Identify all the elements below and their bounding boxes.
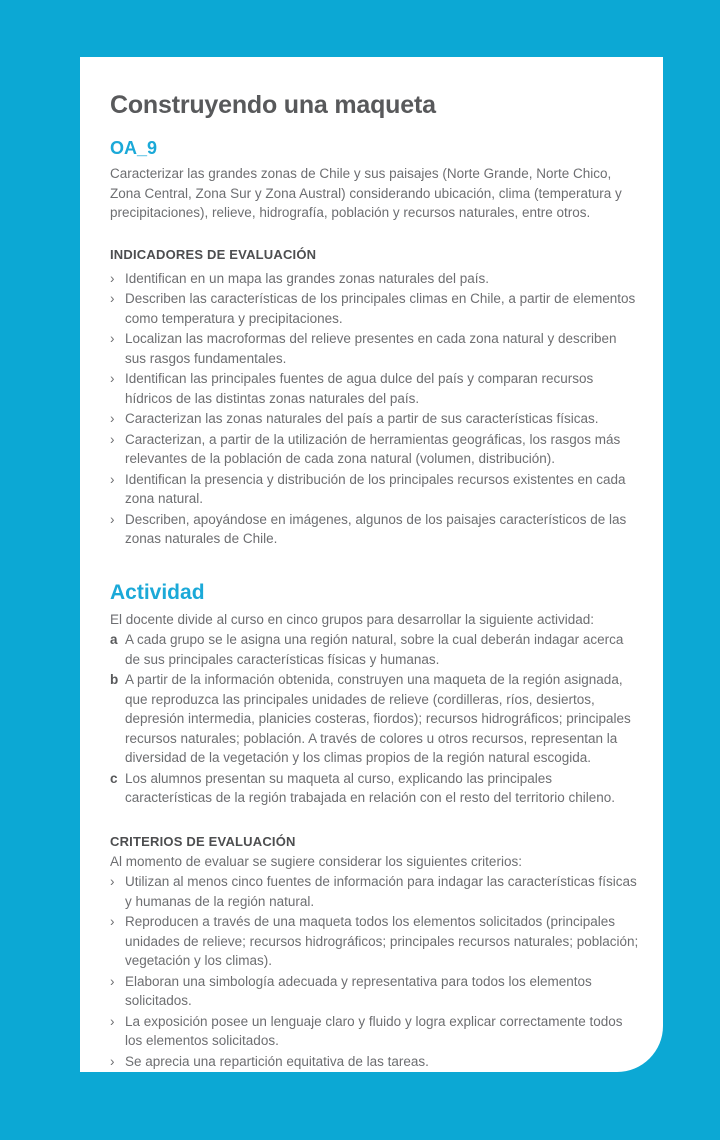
list-item-text: Elaboran una simbología adecuada y representativa para todos los elementos solicitados.	[125, 973, 592, 1008]
chevron-bullet-icon: ›	[110, 471, 115, 487]
chevron-bullet-icon: ›	[110, 431, 115, 447]
step-item	[110, 769, 639, 808]
step-item	[110, 670, 639, 768]
chevron-bullet-icon: ›	[110, 371, 115, 386]
list-item-text: Describen las características de los principales climas en Chile, a partir de elementos como temperatura y precipitaciones.	[125, 291, 636, 326]
indicadores-heading: INDICADORES DE EVALUACIÓN	[110, 246, 317, 262]
indicadores-list	[110, 269, 639, 549]
chevron-bullet-icon: ›	[110, 874, 115, 889]
list-item-text: Localizan las macroformas del relieve presentes en cada zona natural y describen sus rasgos fundamentales.	[125, 331, 617, 366]
list-item	[110, 1052, 639, 1072]
chevron-bullet-icon: ›	[110, 411, 115, 426]
actividad-steps	[110, 630, 639, 808]
list-item-text: Identifican las principales fuentes de agua dulce del país y comparan recursos hídricos de las distintas zonas naturales del país.	[125, 371, 594, 406]
indicadores-section	[110, 247, 639, 549]
list-item	[110, 972, 639, 1011]
list-item-text: Describen, apoyándose en imágenes, algunos de los paisajes característicos de las zonas naturales de Chile.	[125, 511, 627, 546]
list-item	[110, 872, 639, 911]
chevron-bullet-icon: ›	[110, 973, 115, 989]
list-item-text: Identifican la presencia y distribución de los principales recursos existentes en cada zona natural.	[125, 471, 626, 506]
step-text: A partir de la información obtenida, construyen una maqueta de la región asignada, que reproduzca las principales unidades de relieve (cordilleras, ríos, desiertos, depresión intermedia, planicies costeras, fiordos); recursos hidrográficos; principales recursos naturales; población. A través de colores u otros recursos, representan la diversidad de la vegetación y los climas propios de la región natural escogida.	[125, 672, 631, 765]
list-item	[110, 912, 639, 971]
list-item	[110, 409, 639, 429]
step-letter: a	[110, 632, 118, 647]
actividad-intro: El docente divide al curso en cinco grupos para desarrollar la siguiente actividad:	[110, 611, 595, 627]
step-letter: b	[110, 672, 119, 687]
list-item	[110, 289, 639, 328]
chevron-bullet-icon: ›	[110, 1013, 115, 1029]
list-item-text: Reproducen a través de una maqueta todos los elementos solicitados (principales unidades de relieve; recursos hidrográficos; principales recursos naturales; población; vegetación y los climas).	[125, 914, 639, 968]
chevron-bullet-icon: ›	[110, 270, 115, 286]
criterios-intro: Al momento de evaluar se sugiere considerar los siguientes criterios:	[110, 853, 522, 869]
chevron-bullet-icon: ›	[110, 914, 115, 929]
list-item-text: Caracterizan, a partir de la utilización de herramientas geográficas, los rasgos más relevantes de la población de cada zona natural (volumen, distribución).	[125, 431, 621, 466]
list-item-text: La exposición posee un lenguaje claro y fluido y logra explicar correctamente todos los elementos solicitados.	[125, 1013, 623, 1048]
actividad-heading: Actividad	[110, 580, 205, 604]
list-item-text: Identifican en un mapa las grandes zonas naturales del país.	[125, 270, 489, 286]
list-item	[110, 470, 639, 509]
step-letter: c	[110, 770, 118, 786]
list-item	[110, 369, 639, 408]
chevron-bullet-icon: ›	[110, 291, 115, 306]
activity-sheet-card	[80, 57, 663, 1072]
list-item	[110, 430, 639, 469]
step-item	[110, 630, 639, 669]
page-title: Construyendo una maqueta	[110, 91, 436, 119]
chevron-bullet-icon: ›	[110, 511, 115, 527]
oa-label: OA_9	[110, 138, 158, 158]
chevron-bullet-icon: ›	[110, 331, 115, 346]
oa-description: Caracterizar las grandes zonas de Chile y sus paisajes (Norte Grande, Norte Chico, Zona Central, Zona Sur y Zona Austral) considerando ubicación, clima (temperatura y precipitaciones), relieve, hidrografía, población y recursos naturales, entre otros.	[110, 166, 622, 220]
list-item-text: Se aprecia una repartición equitativa de las tareas.	[125, 1053, 429, 1069]
list-item	[110, 1012, 639, 1051]
step-text: Los alumnos presentan su maqueta al curso, explicando las principales características de la región trabajada en relación con el resto del territorio chileno.	[125, 770, 616, 805]
chevron-bullet-icon: ›	[110, 1053, 115, 1069]
list-item	[110, 269, 639, 289]
list-item	[110, 329, 639, 368]
step-text: A cada grupo se le asigna una región natural, sobre la cual deberán indagar acerca de sus principales características físicas y humanas.	[125, 632, 624, 667]
list-item-text: Caracterizan las zonas naturales del país a partir de sus características físicas.	[125, 411, 599, 426]
list-item	[110, 510, 639, 549]
criterios-list	[110, 872, 639, 1071]
criterios-section	[110, 834, 639, 1072]
criterios-heading: CRITERIOS DE EVALUACIÓN	[110, 833, 296, 849]
list-item-text: Utilizan al menos cinco fuentes de información para indagar las características físicas y humanas de la región natural.	[125, 874, 637, 909]
